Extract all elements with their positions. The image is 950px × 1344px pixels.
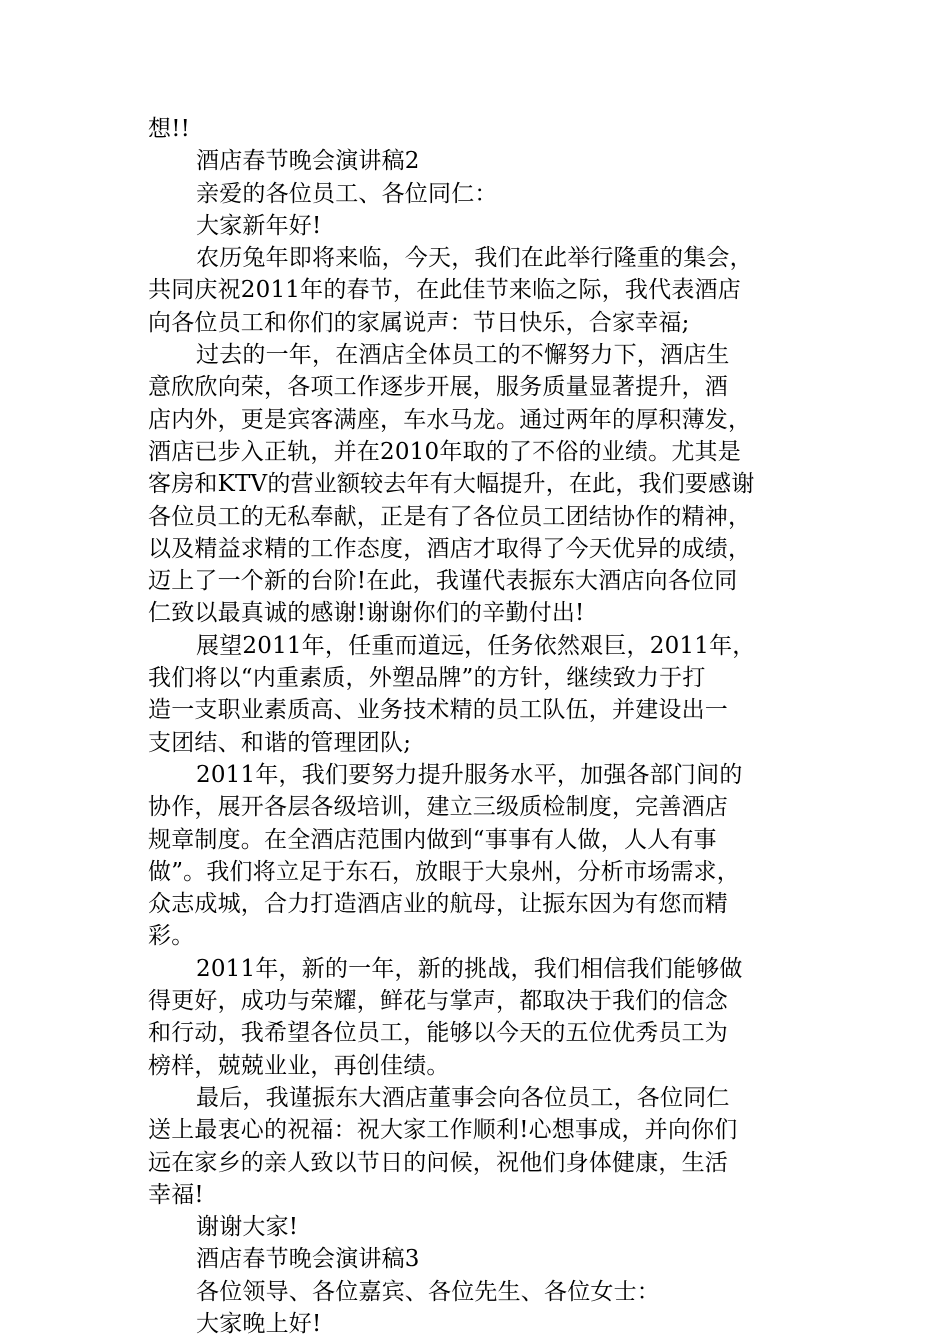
text-line: 展望2011年，任重而道远，任务依然艰巨，2011年， (196, 632, 756, 659)
text-line: 想!! (148, 116, 191, 142)
text-line: 各位员工的无私奉献，正是有了各位员工团结协作的精神， (148, 503, 752, 530)
text-line: 过去的一年，在酒店全体员工的不懈努力下，酒店生 (196, 342, 730, 369)
text-line: 彩。 (148, 923, 195, 950)
text-line: 幸福! (148, 1181, 204, 1208)
text-line: 亲爱的各位员工、各位同仁： (196, 180, 498, 207)
text-line: 店内外，更是宾客满座，车水马龙。通过两年的厚积薄发， (148, 406, 752, 433)
text-line: 共同庆祝2011年的春节，在此佳节来临之际，我代表酒店 (148, 277, 741, 304)
text-line: 和行动，我希望各位员工，能够以今天的五位优秀员工为 (148, 1020, 728, 1047)
text-line: 2011年，新的一年，新的挑战，我们相信我们能够做 (196, 955, 743, 982)
text-line: 规章制度。在全酒店范围内做到“事事有人做，人人有事 (148, 826, 717, 853)
text-line: 酒店春节晚会演讲稿2 (196, 148, 420, 175)
text-line: 2011年，我们要努力提升服务水平，加强各部门间的 (196, 761, 743, 788)
text-line: 酒店春节晚会演讲稿3 (196, 1246, 420, 1273)
text-line: 谢谢大家! (196, 1214, 299, 1241)
text-line: 榜样，兢兢业业，再创佳绩。 (148, 1052, 450, 1079)
text-line: 大家新年好! (196, 212, 322, 239)
text-line: 支团结、和谐的管理团队; (148, 729, 412, 756)
document-page (148, 113, 808, 1340)
text-line: 送上最衷心的祝福：祝大家工作顺利!心想事成，并向你们 (148, 1117, 738, 1144)
text-line: 客房和KTV的营业额较去年有大幅提升，在此，我们要感谢 (148, 471, 755, 498)
text-line: 我们将以“内重素质，外塑品牌”的方针，继续致力于打 (148, 665, 706, 692)
text-line: 意欣欣向荣，各项工作逐步开展，服务质量显著提升，酒 (148, 374, 728, 401)
text-line: 向各位员工和你们的家属说声：节日快乐，合家幸福; (148, 309, 690, 336)
text-line: 各位领导、各位嘉宾、各位先生、各位女士： (196, 1278, 660, 1305)
text-line: 以及精益求精的工作态度，酒店才取得了今天优异的成绩， (148, 535, 752, 562)
text-line: 造一支职业素质高、业务技术精的员工队伍，并建设出一 (148, 697, 728, 724)
text-line: 远在家乡的亲人致以节日的问候，祝他们身体健康，生活 (148, 1149, 728, 1176)
text-line: 协作，展开各层各级培训，建立三级质检制度，完善酒店 (148, 794, 728, 821)
text-line: 最后，我谨振东大酒店董事会向各位员工，各位同仁 (196, 1084, 730, 1111)
text-line: 众志成城，合力打造酒店业的航母，让振东因为有您而精 (148, 891, 728, 918)
text-line: 酒店已步入正轨，并在2010年取的了不俗的业绩。尤其是 (148, 438, 741, 465)
text-line: 迈上了一个新的台阶!在此，我谨代表振东大酒店向各位同 (148, 568, 738, 595)
text-line: 仁致以最真诚的感谢!谢谢你们的辛勤付出! (148, 600, 585, 627)
text-line: 大家晚上好! (196, 1310, 322, 1337)
text-line: 农历兔年即将来临，今天，我们在此举行隆重的集会， (196, 245, 753, 272)
text-line: 做”。我们将立足于东石，放眼于大泉州，分析市场需求， (148, 858, 740, 885)
text-line: 得更好，成功与荣耀，鲜花与掌声，都取决于我们的信念 (148, 988, 728, 1015)
